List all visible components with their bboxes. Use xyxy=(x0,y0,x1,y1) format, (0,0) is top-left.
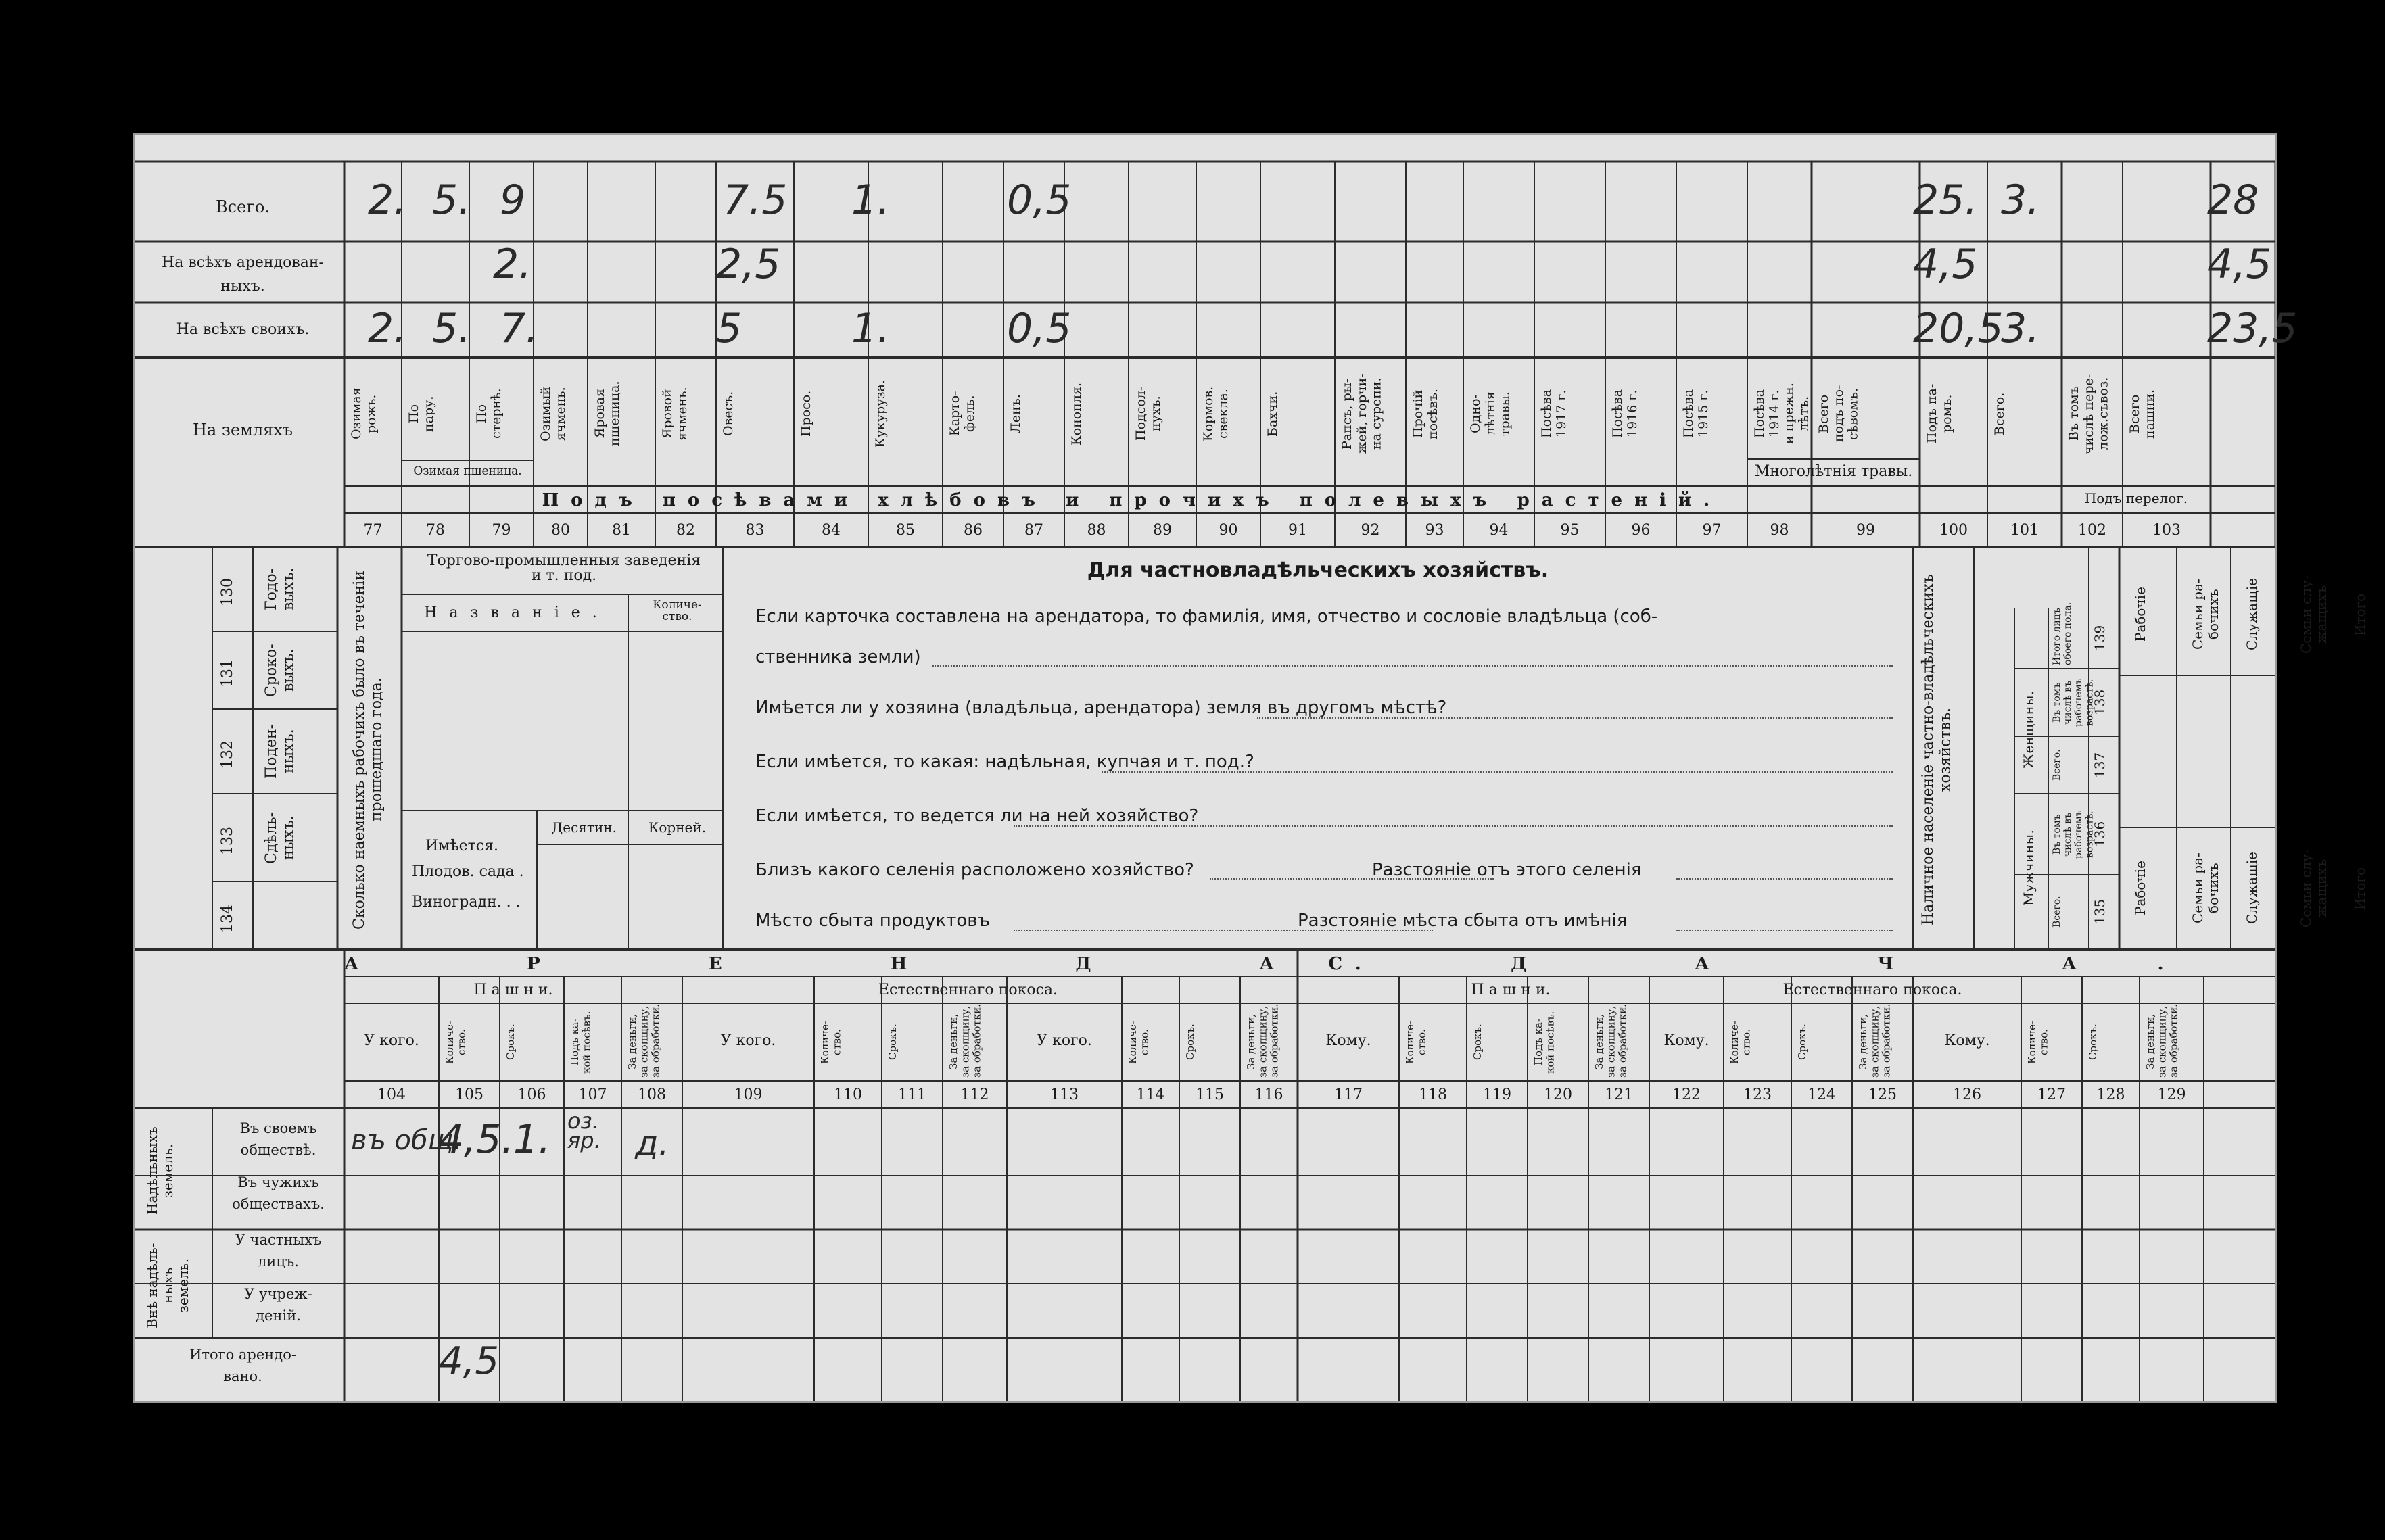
sdacha-col-117: Кому. xyxy=(1325,1032,1371,1049)
col-num-77: 77 xyxy=(363,522,383,539)
arenda-num-115: 115 xyxy=(1196,1086,1224,1103)
hw-row1-qty: 4,5. xyxy=(439,1116,514,1162)
sdacha-num-120: 120 xyxy=(1544,1086,1572,1103)
dotted-line xyxy=(1257,717,1893,719)
pop-col-label-136: Въ томъ числѣ въ рабочемъ возрастѣ. xyxy=(2052,810,2096,859)
col-header-100: Подъ па- ромъ. xyxy=(1924,383,1954,444)
hw-vsego-3: 7.5 xyxy=(723,176,788,224)
desyatin-label: Десятин. xyxy=(552,819,617,836)
col-num-93: 93 xyxy=(1425,522,1444,539)
arenda-num-108: 108 xyxy=(638,1086,666,1103)
col-num-86: 86 xyxy=(964,522,983,539)
hw-svoih-6: 20,5 xyxy=(1913,305,2004,352)
bottom-row-label-0: Въ своемъ обществѣ. xyxy=(239,1120,317,1158)
col-header-86: Карто- фель. xyxy=(947,391,977,437)
imeetsya-label: Имѣется. xyxy=(425,838,498,855)
ozimaya-pshenitsa-label: Озимая пшеница. xyxy=(413,464,522,478)
hw-svoih-7: 3. xyxy=(2001,305,2040,352)
col-header-101: Всего. xyxy=(1992,392,2007,435)
col-header-83: Овесъ. xyxy=(721,391,736,437)
trade-name-header: Названіе. xyxy=(424,604,609,621)
sdacha-col-124: Срокъ. xyxy=(1796,1024,1808,1061)
left-col-num-132: 132 xyxy=(219,740,236,769)
col-num-89: 89 xyxy=(1153,522,1172,539)
col-num-84: 84 xyxy=(822,522,841,539)
pop-col-label-137: Всего. xyxy=(2052,749,2062,781)
dotted-line xyxy=(932,665,1893,667)
row-label-vsego: Всего. xyxy=(216,197,270,216)
col-num-97: 97 xyxy=(1702,522,1722,539)
hw-row1-crop: оз. яр. xyxy=(567,1108,601,1153)
arenda-num-110: 110 xyxy=(834,1086,862,1103)
col-header-102: Въ томъ числѣ пере- лож.съвоз. xyxy=(2067,373,2111,454)
col-header-80: Озимый ячмень. xyxy=(538,386,568,441)
left-col-num-133: 133 xyxy=(219,827,236,855)
col-header-77: Озимая рожь. xyxy=(349,387,379,440)
col-num-100: 100 xyxy=(1939,522,1968,539)
pop-col-num-138: 138 xyxy=(2092,689,2108,716)
col-header-84: Просо. xyxy=(799,390,813,437)
arenda-num-111: 111 xyxy=(898,1086,926,1103)
col-header-79: По стернѣ. xyxy=(474,388,504,439)
bottom-row-label-1: Въ чужихъ обществахъ. xyxy=(232,1174,325,1212)
col-num-98: 98 xyxy=(1770,522,1789,539)
mnogoletnie-label: Многолѣтнія травы. xyxy=(1754,463,1913,480)
sdacha-num-127: 127 xyxy=(2037,1086,2066,1103)
col-header-89: Подсол- нухъ. xyxy=(1133,386,1163,441)
col-header-103: Всего пашни. xyxy=(2127,389,2157,439)
arenda-col-109: У кого. xyxy=(720,1032,776,1049)
col-header-82: Яровой ячмень. xyxy=(660,387,690,441)
arenda-col-108: За деньги, за скопщину, за обработки. xyxy=(626,1004,662,1078)
dotted-line xyxy=(1676,930,1893,931)
hw-vsego-2: 9 xyxy=(500,176,526,224)
pop-col-label-135: Всего. xyxy=(2052,896,2062,928)
hw-vsego-7: 3. xyxy=(2001,176,2040,224)
pod-perelog-label: Подъ перелог. xyxy=(2084,490,2188,506)
col-num-101: 101 xyxy=(2010,522,2039,539)
col-header-78: По пару. xyxy=(406,395,436,432)
left-col-label-132: Поден- ныхъ. xyxy=(263,723,298,779)
arenda-col-105: Количе- ство. xyxy=(444,1020,468,1064)
arenda-col-107: Подъ ка- кой посѣвъ. xyxy=(569,1011,593,1074)
col-header-96: Посѣва 1916 г. xyxy=(1610,389,1640,439)
col-header-93: Прочій посѣвъ. xyxy=(1411,388,1440,439)
sdacha-num-129: 129 xyxy=(2157,1086,2186,1103)
sdacha-col-120: Подъ ка- кой посѣвъ. xyxy=(1532,1011,1557,1074)
col-header-88: Конопля. xyxy=(1069,382,1084,446)
sdacha-col-128: Срокъ. xyxy=(2087,1024,2099,1061)
dotted-line xyxy=(1014,930,1433,931)
col-num-94: 94 xyxy=(1489,522,1509,539)
hw-vsego-6: 25. xyxy=(1913,176,1978,224)
korney-label: Корней. xyxy=(648,819,707,836)
row-label-svoih: На всѣхъ своихъ. xyxy=(176,321,310,338)
hw-total-qty: 4,5 xyxy=(439,1339,500,1383)
left-col-num-130: 130 xyxy=(219,578,236,607)
right-col-bot-3: Семьи слу- жащихъ xyxy=(2298,849,2330,928)
zhenshchiny-label: Женщины. xyxy=(2021,690,2037,769)
private-line-5: Близъ какого селенія расположено хозяйство? xyxy=(755,860,1194,880)
pop-col-num-135: 135 xyxy=(2092,898,2108,925)
hw-arend-1: 2,5 xyxy=(716,241,781,288)
nadel-label: Надѣльныхъ земель. xyxy=(144,1126,176,1215)
sdacha-num-125: 125 xyxy=(1868,1086,1897,1103)
col-num-96: 96 xyxy=(1631,522,1651,539)
right-col-top-3: Семьи слу- жащихъ xyxy=(2298,575,2330,654)
sdacha-num-124: 124 xyxy=(1808,1086,1836,1103)
arenda-col-104: У кого. xyxy=(364,1032,419,1049)
arenda-col-116: За деньги, за скопщину, за обработки. xyxy=(1245,1004,1281,1078)
arenda-num-116: 116 xyxy=(1254,1086,1283,1103)
sdacha-num-118: 118 xyxy=(1419,1086,1447,1103)
col-num-81: 81 xyxy=(612,522,631,539)
sdacha-col-123: Количе- ство. xyxy=(1728,1020,1753,1064)
col-header-95: Посѣва 1917 г. xyxy=(1539,389,1569,439)
hw-arend-2: 4,5 xyxy=(1913,241,1978,288)
sdacha-col-126: Кому. xyxy=(1944,1032,1990,1049)
col-num-88: 88 xyxy=(1087,522,1106,539)
arenda-num-107: 107 xyxy=(578,1086,607,1103)
sdacha-num-126: 126 xyxy=(1953,1086,1981,1103)
na-zemlyakh-label: На земляхъ xyxy=(192,420,293,439)
hw-row1-who: въ общ. xyxy=(351,1125,463,1156)
dotted-line xyxy=(1676,878,1893,880)
hw-row1-pay: д. xyxy=(635,1124,669,1163)
private-line-3: Если имѣется, то какая: надѣльная, купчая и т. под.? xyxy=(755,752,1254,772)
private-line-4: Если имѣется, то ведется ли на ней хозяйство? xyxy=(755,806,1199,826)
col-header-91: Бахчи. xyxy=(1265,391,1280,437)
arenda-num-104: 104 xyxy=(377,1086,406,1103)
right-col-top-4: Итого xyxy=(2352,593,2368,636)
sdacha-num-122: 122 xyxy=(1672,1086,1701,1103)
sdacha-num-121: 121 xyxy=(1605,1086,1633,1103)
col-header-98: Посѣва 1914 г. и прежн. лѣтъ. xyxy=(1752,383,1812,445)
col-header-85: Кукуруза. xyxy=(873,380,888,448)
hw-vsego-0: 2. xyxy=(368,176,407,224)
arenda-pokos1: Естественнаго покоса. xyxy=(878,982,1058,998)
census-card xyxy=(133,133,2368,1403)
col-num-87: 87 xyxy=(1024,522,1043,539)
right-col-top-0: Рабочіе xyxy=(2132,587,2148,642)
pop-col-num-137: 137 xyxy=(2092,752,2108,778)
hw-arend-3: 4,5 xyxy=(2207,241,2272,288)
hw-vsego-1: 5. xyxy=(432,176,471,224)
hw-svoih-0: 2. xyxy=(368,305,407,352)
pop-col-label-138: Въ томъ числѣ въ рабочемъ возрастѣ. xyxy=(2052,678,2096,727)
rasstoyanie-2: Разстояніе мѣста сбыта отъ имѣнія xyxy=(1298,911,1628,931)
hw-vsego-4: 1. xyxy=(851,176,891,224)
row-label-arend: На всѣхъ арендован- ныхъ. xyxy=(162,254,324,295)
col-header-92: Рапсъ, ры- жей, горчи- на сурепи. xyxy=(1340,373,1384,454)
left-col-num-134: 134 xyxy=(219,905,236,933)
pop-col-num-136: 136 xyxy=(2092,821,2108,848)
arenda-col-115: Срокъ. xyxy=(1184,1024,1196,1061)
arenda-col-113: У кого. xyxy=(1037,1032,1092,1049)
right-col-top-1: Семьи ра- бочихъ xyxy=(2190,579,2221,650)
hw-vsego-8: 28 xyxy=(2207,176,2259,224)
arenda-num-105: 105 xyxy=(455,1086,483,1103)
col-num-82: 82 xyxy=(676,522,695,539)
col-num-102: 102 xyxy=(2078,522,2106,539)
pop-col-label-139: Итого лицъ обоего пола. xyxy=(2052,602,2074,665)
arenda-num-109: 109 xyxy=(734,1086,763,1103)
hw-svoih-1: 5. xyxy=(432,305,471,352)
right-col-bot-0: Рабочіе xyxy=(2132,861,2148,916)
arenda-col-106: Срокъ. xyxy=(504,1024,517,1061)
col-num-80: 80 xyxy=(551,522,570,539)
arenda-num-113: 113 xyxy=(1050,1086,1079,1103)
sdacha-col-122: Кому. xyxy=(1663,1032,1709,1049)
population-label: Наличное населеніе частно-владѣльческихъ хозяйствъ. xyxy=(1920,574,1954,925)
bottom-row-label-3: У учреж- деній. xyxy=(244,1286,312,1324)
rasstoyanie-1: Разстояніе отъ этого селенія xyxy=(1372,860,1642,880)
left-col-label-133: Сдѣль- ныхъ. xyxy=(263,811,298,864)
sdacha-col-129: За деньги, за скопщину, за обработки. xyxy=(2144,1004,2180,1078)
private-line-2: Имѣется ли у хозяина (владѣльца, арендатора) земля въ другомъ мѣстѣ? xyxy=(755,698,1447,718)
col-num-91: 91 xyxy=(1288,522,1307,539)
sdacha-num-117: 117 xyxy=(1334,1086,1363,1103)
arenda-col-110: Количе- ство. xyxy=(819,1020,843,1064)
dotted-line xyxy=(1102,771,1893,773)
col-num-85: 85 xyxy=(896,522,915,539)
col-num-79: 79 xyxy=(492,522,511,539)
muzhchiny-label: Мужчины. xyxy=(2021,829,2037,907)
private-line-1: ственника земли) xyxy=(755,647,921,667)
plodov-label: Плодов. сада . xyxy=(412,863,524,880)
hw-svoih-5: 0,5 xyxy=(1007,305,1072,352)
arenda-num-114: 114 xyxy=(1136,1086,1165,1103)
sdacha-col-121: За деньги, за скопщину, за обработки. xyxy=(1593,1004,1629,1078)
private-line-0: Если карточка составлена на арендатора, то фамилія, имя, отчество и сословіе владѣльца (соб- xyxy=(755,606,1658,627)
vinograd-label: Виноградн. . . xyxy=(412,894,521,911)
bottom-row-label-2: У частныхъ лицъ. xyxy=(235,1232,322,1270)
right-col-top-2: Служащіе xyxy=(2244,578,2260,651)
trade-title: Торгово-промышленныя заведенія и т. под. xyxy=(427,552,701,584)
col-header-87: Ленъ. xyxy=(1008,394,1023,433)
sdacha-num-119: 119 xyxy=(1483,1086,1511,1103)
sdacha-num-123: 123 xyxy=(1743,1086,1772,1103)
left-col-num-131: 131 xyxy=(219,659,236,688)
sdacha-col-118: Количе- ство. xyxy=(1404,1020,1428,1064)
right-col-bot-4: Итого xyxy=(2352,867,2368,910)
col-header-97: Посѣва 1915 г. xyxy=(1681,389,1711,439)
col-num-83: 83 xyxy=(745,522,765,539)
bottom-row-label-4: Итого арендо- вано. xyxy=(189,1347,296,1385)
trade-qty-header: Количе- ство. xyxy=(653,598,702,623)
hw-row1-term: 1. xyxy=(513,1116,551,1162)
private-line-6: Мѣсто сбыта продуктовъ xyxy=(755,911,990,931)
col-header-94: Одно- лѣтнія травы. xyxy=(1468,391,1513,436)
dotted-line xyxy=(1210,878,1494,880)
arenda-pashni: П а ш н и. xyxy=(473,982,553,998)
arenda-col-114: Количе- ство. xyxy=(1127,1020,1151,1064)
right-col-bot-1: Семьи ра- бочихъ xyxy=(2190,852,2221,924)
sdacha-header: С Д А Ч А. xyxy=(1328,954,2245,974)
col-num-90: 90 xyxy=(1219,522,1238,539)
sdacha-col-125: За деньги, за скопщину, за обработки. xyxy=(1857,1004,1893,1078)
left-col-label-131: Сроко- выхъ. xyxy=(263,644,298,697)
col-num-92: 92 xyxy=(1361,522,1380,539)
hw-svoih-2: 7. xyxy=(500,305,539,352)
pop-col-num-139: 139 xyxy=(2092,625,2108,652)
hw-svoih-8: 23,5 xyxy=(2207,305,2298,352)
sdacha-col-127: Количе- ство. xyxy=(2026,1020,2050,1064)
col-header-90: Кормов. свекла. xyxy=(1201,386,1231,441)
sdacha-pashni: П а ш н и. xyxy=(1471,982,1551,998)
hw-svoih-3: 5 xyxy=(716,305,742,352)
hw-svoih-4: 1. xyxy=(851,305,891,352)
sdacha-pokos1: Естественнаго покоса. xyxy=(1782,982,1962,998)
arenda-col-111: Срокъ. xyxy=(887,1024,899,1061)
left-col-label-130: Годо- выхъ. xyxy=(263,567,298,611)
pod-posevami-label: Подъ посѣвами хлѣбовъ и прочихъ полевыхъ растеній. xyxy=(542,490,1722,510)
col-num-78: 78 xyxy=(426,522,445,539)
col-header-81: Яровая пшеница. xyxy=(592,381,622,447)
col-header-99: Всего подъ по- сѣвомъ. xyxy=(1816,385,1861,443)
col-num-99: 99 xyxy=(1856,522,1875,539)
hw-arend-0: 2. xyxy=(493,241,532,288)
arenda-num-106: 106 xyxy=(517,1086,546,1103)
dotted-line xyxy=(1014,825,1893,827)
col-num-95: 95 xyxy=(1560,522,1580,539)
hired-workers-label: Сколько наемныхъ рабочихъ было въ теченіи прошедшаго года. xyxy=(351,570,385,930)
sdacha-num-128: 128 xyxy=(2096,1086,2125,1103)
arenda-num-112: 112 xyxy=(960,1086,989,1103)
hw-vsego-5: 0,5 xyxy=(1007,176,1072,224)
arenda-col-112: За деньги, за скопщину, за обработки. xyxy=(947,1004,983,1078)
right-col-bot-2: Служащіе xyxy=(2244,852,2260,925)
sdacha-col-119: Срокъ. xyxy=(1471,1024,1484,1061)
col-num-103: 103 xyxy=(2152,522,2181,539)
vne-label: Внѣ надѣль- ныхъ земель. xyxy=(144,1243,191,1328)
arenda-header: А Р Е Н Д А. xyxy=(344,954,1442,974)
private-title: Для частновладѣльческихъ хозяйствъ. xyxy=(1087,558,1549,582)
